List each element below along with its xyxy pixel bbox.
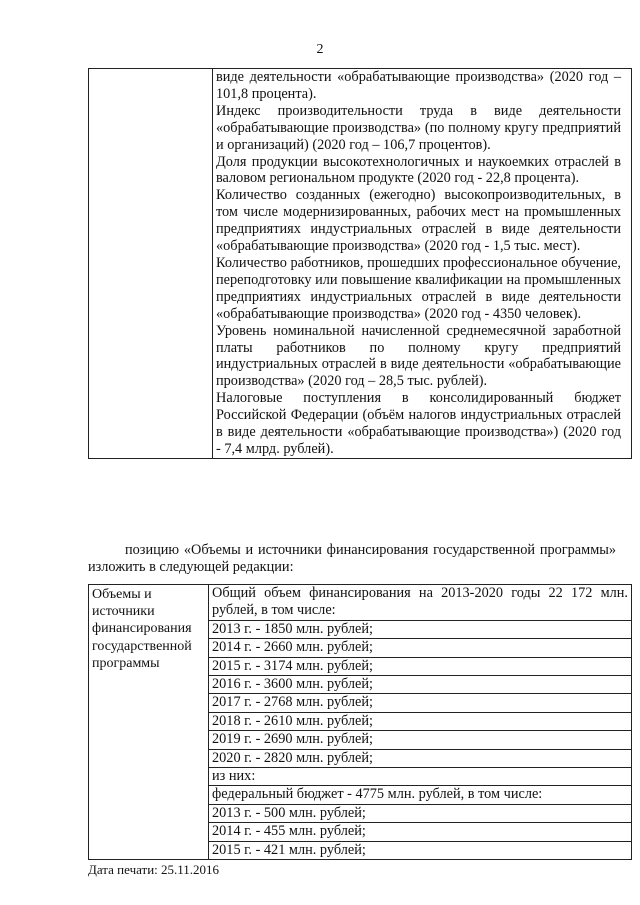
funding-line: 2018 г. - 2610 млн. рублей;	[209, 713, 631, 731]
funding-line: 2020 г. - 2820 млн. рублей;	[209, 750, 631, 768]
indicator-paragraph: Индекс производительности труда в виде деятельности «обрабатывающие производства» (по полному кругу предприятий и организаций) (2020 год – 106,7 процентов).	[216, 102, 621, 153]
funding-line: 2014 г. - 455 млн. рублей;	[209, 823, 631, 841]
print-date: Дата печати: 25.11.2016	[88, 862, 220, 877]
funding-line: 2015 г. - 3174 млн. рублей;	[209, 658, 631, 676]
funding-label-cell: Объемы и источники финансирования государственной программы	[89, 585, 209, 860]
funding-line: федеральный бюджет - 4775 млн. рублей, в том числе:	[209, 786, 631, 804]
indicator-paragraph: Количество созданных (ежегодно) высокопроизводительных, в том числе модернизированных, рабочих мест на промышленных предприятиях индустриальных отраслей в виде деятельности «обрабатывающие производства» (2020 год - 1,5 тыс. мест).	[216, 187, 621, 255]
indicator-paragraph: Количество работников, прошедших профессиональное обучение, переподготовку или повышение квалификации на промышленных предприятиях индустриальных отраслей в виде деятельности «обрабатывающие производства» (2020 год - 4350 человек).	[216, 254, 621, 322]
funding-line: из них:	[209, 768, 631, 786]
funding-line: 2015 г. - 421 млн. рублей;	[212, 841, 366, 858]
indicator-paragraph: Уровень номинальной начисленной среднемесячной заработной платы работников по полному кругу предприятий индустриальных отраслей в виде деятельности «обрабатывающие производства» (2020 год – 28,5 тыс. рублей).	[216, 322, 621, 390]
funding-table	[88, 584, 632, 860]
funding-line: 2017 г. - 2768 млн. рублей;	[209, 694, 631, 712]
funding-line: 2013 г. - 500 млн. рублей;	[209, 805, 631, 823]
indicator-paragraph: виде деятельности «обрабатывающие производства» (2020 год – 101,8 процента).	[216, 69, 621, 102]
indicators-empty-cell	[89, 69, 213, 459]
funding-line: 2016 г. - 3600 млн. рублей;	[209, 676, 631, 694]
indicators-cell	[213, 69, 632, 459]
funding-line: Общий объем финансирования на 2013-2020 годы 22 172 млн. рублей, в том числе:	[209, 585, 631, 621]
transition-paragraph: позицию «Объемы и источники финансирования государственной программы» изложить в следующей редакции:	[88, 542, 616, 575]
indicators-table	[88, 68, 632, 459]
funding-line: 2013 г. - 1850 млн. рублей;	[209, 621, 631, 639]
indicator-paragraph: Доля продукции высокотехнологичных и наукоемких отраслей в валовом региональном продукте (2020 год - 22,8 процента).	[216, 153, 621, 187]
page-number: 2	[316, 42, 324, 57]
funding-line: 2019 г. - 2690 млн. рублей;	[209, 731, 631, 749]
indicator-paragraph: Налоговые поступления в консолидированный бюджет Российской Федерации (объём налогов индустриальных отраслей в виде деятельности «обрабатывающие производства») (2020 год - 7,4 млрд. рублей).	[216, 390, 621, 457]
funding-values-cell	[209, 585, 632, 860]
funding-line: 2014 г. - 2660 млн. рублей;	[209, 639, 631, 657]
